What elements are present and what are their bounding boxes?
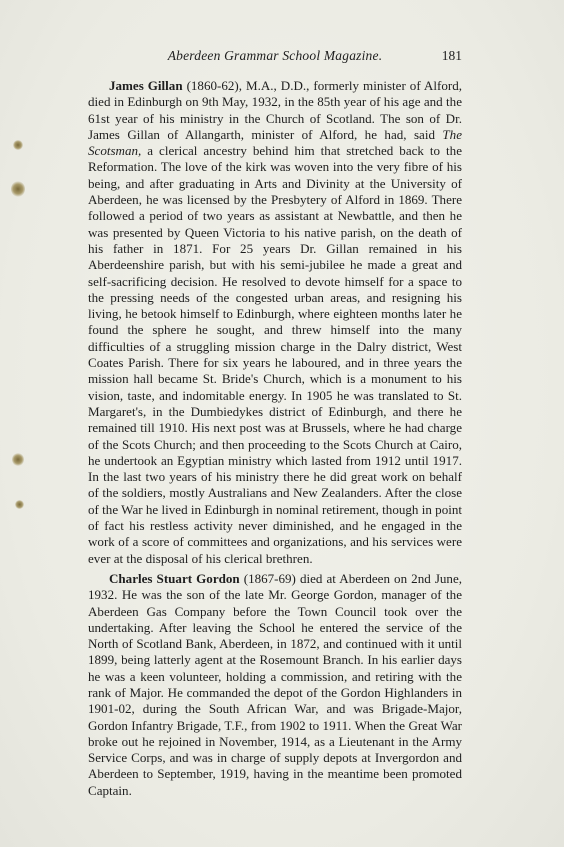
obituary-gillan [88,78,462,567]
publication-title: The Scotsman, [88,126,462,159]
obituary-gordon [88,571,462,799]
foxing-spot [12,453,24,466]
foxing-spot [13,140,23,150]
obituary-text: (1860-62), M.A., D.D., formerly minister of Alford, died in Edinburgh on 9th May, 1932, in the 85th year of his age and the 61st year of his ministry in the Church of Scotland. The son of Dr. James Gillan of Allangarth, minister of Alford, he had, said [88,78,462,142]
foxing-spot [15,500,24,509]
page-header [88,48,462,66]
running-title: Aberdeen Grammar School Magazine. [167,48,383,63]
article-body [88,78,462,803]
page-number: 181 [441,48,462,63]
foxing-spot [11,181,25,197]
person-name: James Gillan [109,78,183,93]
obituary-text: (1867-69) died at Aberdeen on 2nd June, 1932. He was the son of the late Mr. George Gordon, manager of the Aberdeen Gas Company before the Town Council took over the undertaking. After leaving the School he entered the service of the North of Scotland Bank, Aberdeen, in 1872, and continued with it until 1899, being latterly agent at the Rosemount Branch. In his earlier days he was a keen volunteer, holding a commission, and retiring with the rank of Major. He commanded the depot of the Gordon Highlanders in 1901-02, during the South African War, and was Brigade-Major, Gordon Infantry Brigade, T.F., from 1902 to 1911. When the Great War broke out he rejoined in November, 1914, as a Lieutenant in the Army Service Corps, and was in charge of supply depots at Invergordon and Aberdeen to September, 1919, having in the meantime been promoted Captain. [88,570,463,798]
person-name: Charles Stuart Gordon [109,570,240,586]
obituary-text-continued: a clerical ancestry behind him that stretched back to the Reformation. The love of the kirk was woven into the very fibre of his being, and after graduating in Arts and Divinity at the University of Aberdeen, he was licensed by the Presbytery of Alford in 1869. There followed a period of two years as assistant at Newbattle, and then he was presented by Queen Victoria to his native parish, on the death of his father in 1871. For 25 years Dr. Gillan remained in his Aberdeenshire parish, but with his semi-jubilee he made a great and self-sacrificing decision. He resolved to devote himself for a space to the pressing needs of the congested urban areas, and resigning his living, he betook himself to Edinburgh, where eighteen months later he found the sphere he sought, and threw himself into the many difficulties of a struggling mission charge in the Dalry district, West Coates Parish. There for six years he laboured, and in three years the mission hall became St. Bride's Church, which is a monument to his vision, taste, and indomitable energy. In 1905 he was translated to St. Margaret's, in the Dumbiedykes district of Edinburgh, and there he remained till 1910. His next post was at Brussels, where he had charge of the Scots Church; and then proceeding to the Scots Church at Cairo, he undertook an Egyptian ministry which lasted from 1912 until 1917. In the last two years of his ministry there he did great work on behalf of the soldiers, mostly Australians and New Zealanders. After the close of the War he lived in Edinburgh in nominal retirement, though in point of fact his restless activity never diminished, and he engaged in the work of a score of committees and organizations, and his services were ever at the disposal of his clerical brethren. [88,143,462,566]
